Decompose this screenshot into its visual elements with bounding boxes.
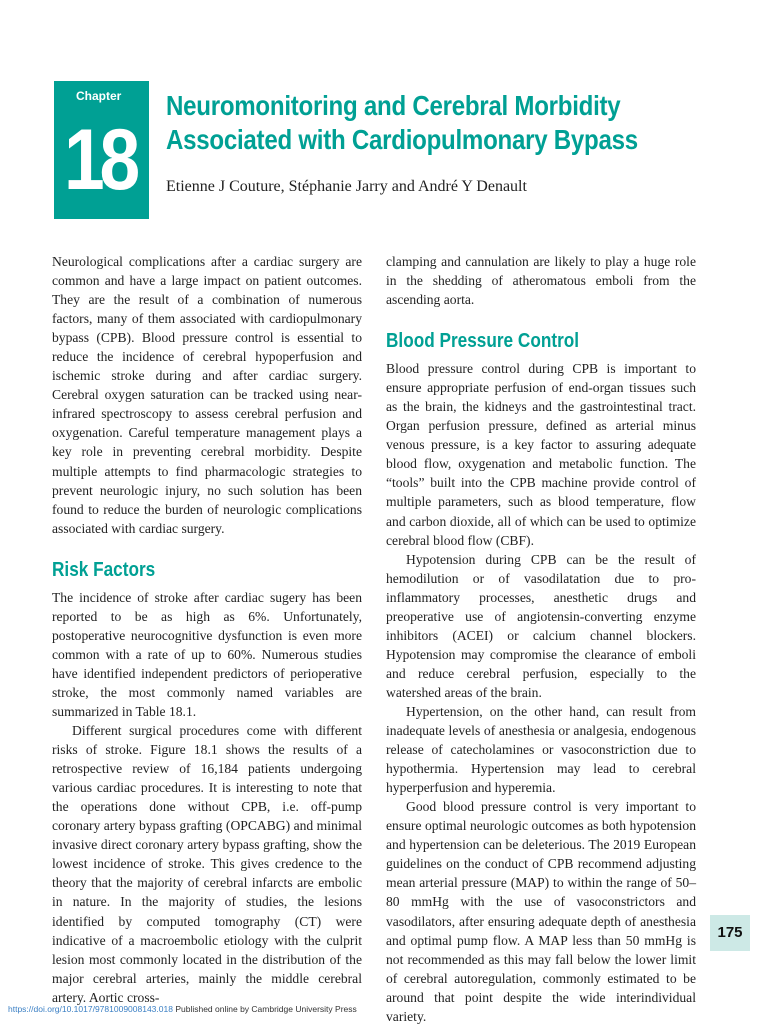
page-number: 175	[710, 915, 750, 951]
paragraph: Good blood pressure control is very important to ensure optimal neurologic outcomes as both hypotension and hypertension can be deleterious. The 2019 European guidelines on the conduct of CPB recommend adjusting mean arterial pressure (MAP) to within the range of 50–80 mmHg with the use of vasoconstrictors and vasodilators, after ensuring adequate depth of anesthesia and optimal pump flow. A MAP less than 50 mmHg is not recommended as this may fall below the lower limit of cerebral autoregulation, commonly estimated to be around that point despite the wide interindividual variety.	[386, 799, 696, 1024]
chapter-title	[166, 89, 682, 157]
chapter-badge	[54, 81, 149, 219]
publisher-note: Published online by Cambridge University Press	[175, 1004, 357, 1014]
paragraph: The incidence of stroke after cardiac sugery has been reported to be as high as 6%. Unfortunately, postoperative neurocognitive dysfunction is even more common with a rate of up to 60%. Numerous studies have identified independent predictors of perioperative stroke, the most commonly named variables are summarized in Table 18.1.	[52, 589, 362, 719]
doi-link[interactable]: https://doi.org/10.1017/9781009008143.018	[8, 1004, 173, 1014]
chapter-title-text: Neuromonitoring and Cerebral Morbidity Associated with Cardiopulmonary Bypass	[166, 90, 638, 155]
section-heading-risk-factors: Risk Factors	[52, 558, 156, 581]
authors: Etienne J Couture, Stéphanie Jarry and André Y Denault	[166, 178, 527, 195]
chapter-number: 18	[64, 112, 136, 208]
paragraph: Blood pressure control during CPB is important to ensure appropriate perfusion of end-organ tissues such as the brain, the kidneys and the gastrointestinal tract. Organ perfusion pressure, defined as arterial minus venous pressure, is a key factor to assuring adequate blood flow, oxygenation and metabolic function. The “tools” built into the CPB machine provide control of multiple parameters, such as blood temperature, flow and carbon dioxide, all of which can be used to optimize cerebral blood flow (CBF).	[386, 361, 696, 548]
left-column	[52, 252, 362, 1007]
paragraph: clamping and cannulation are likely to play a huge role in the shedding of atheromatous emboli from the ascending aorta.	[386, 254, 696, 308]
section-heading-blood-pressure-control: Blood Pressure Control	[386, 330, 580, 353]
intro-paragraph: Neurological complications after a cardiac surgery are common and have a large impact on patient outcomes. They are the result of a combination of numerous factors, many of them associated with cardiopulmonary bypass (CPB). Blood pressure control is essential to reduce the incidence of cerebral hypoperfusion and ischemic stroke during and after cardiac surgery. Cerebral oxygen saturation can be tracked using near-infrared spectroscopy to assess cerebral perfusion and oxygenation. Careful temperature management plays a key role in preventing cerebral morbidity. Despite multiple attempts to find pharmacologic strategies to prevent neurologic injury, no such solution has been found to reduce the burden of neurologic complications associated with cardiac surgery.	[52, 254, 362, 536]
paragraph: Hypotension during CPB can be the result of hemodilution or of vasodilatation due to pro-inflammatory processes, anesthetic drugs and preoperative use of angiotensin-converting enzyme inhibitors (ACEI) or calcium channel blockers. Hypotension may compromise the clearance of emboli and reduce cerebral perfusion, especially to the watershed areas of the brain.	[386, 551, 696, 700]
chapter-label: Chapter	[76, 89, 122, 103]
paragraph: Hypertension, on the other hand, can result from inadequate levels of anesthesia or analgesia, endogenous release of catecholamines or vasoconstriction due to hypothermia. Hypertension may lead to cerebral hyperperfusion and hyperemia.	[386, 703, 696, 796]
footer	[8, 1004, 357, 1014]
right-column	[386, 252, 696, 1024]
paragraph: Different surgical procedures come with different risks of stroke. Figure 18.1 shows the results of a retrospective review of 16,184 patients undergoing various cardiac procedures. It is interesting to note that the operations done without CPB, i.e. off-pump coronary artery bypass grafting (OPCABG) and minimal invasive direct coronary artery bypass grafting, show the lowest incidence of stroke. This gives credence to the theory that the majority of cerebral infarcts are embolic in nature. In the majority of studies, the lesions identified by computed tomography (CT) were indicative of a macroembolic etiology with the culprit lesion most commonly located in the distribution of the major cerebral arteries, mainly the middle cerebral artery. Aortic cross-	[52, 723, 362, 1005]
